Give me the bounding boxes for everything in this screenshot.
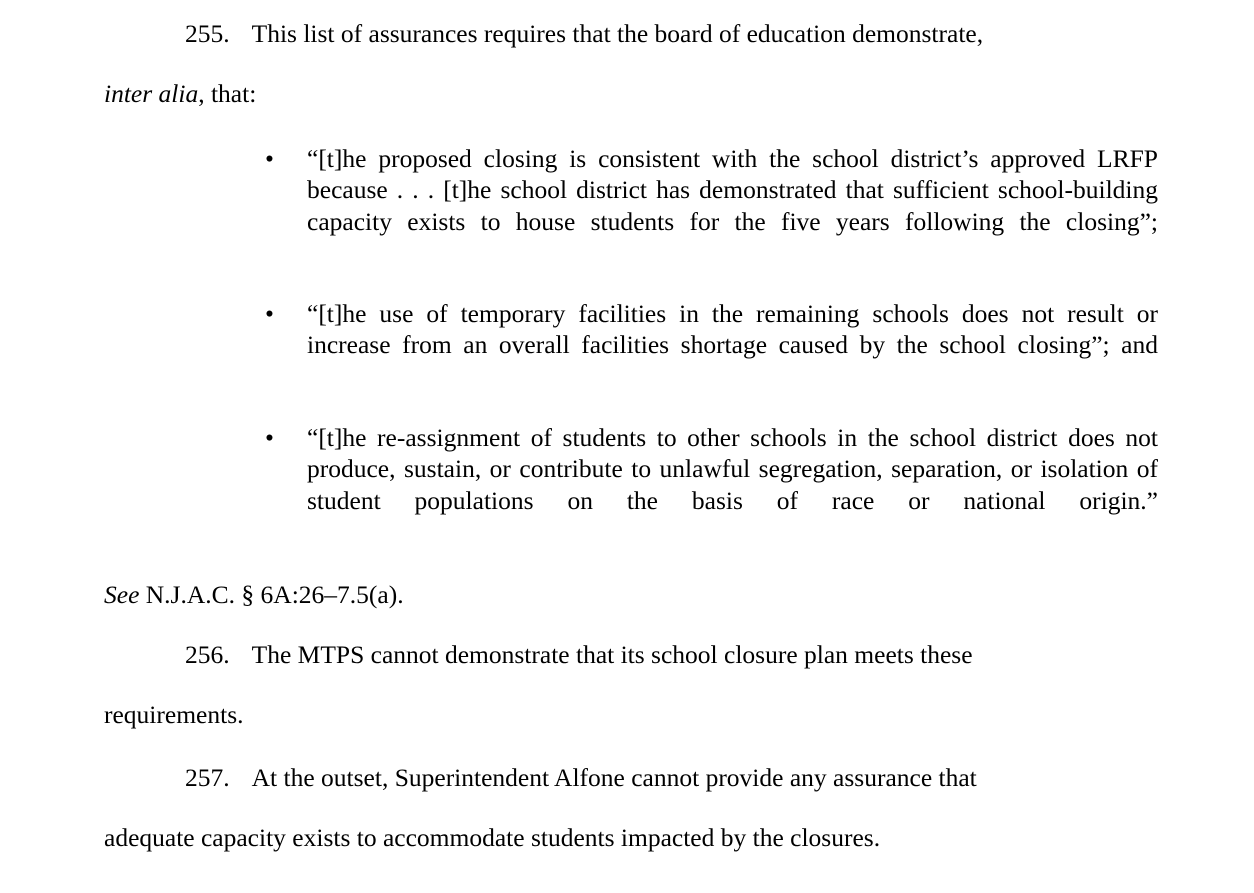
citation-signal: See xyxy=(104,580,140,609)
paragraph-257-number: 257. xyxy=(185,763,230,792)
list-item-text: “[t]he re-assignment of students to other schools in the school district does not produce, sustain, or contribute to unlawful segregation, separation, or isolation of student populations on the basis of race or national origin.” xyxy=(307,423,1158,515)
paragraph-257-line2: adequate capacity exists to accommodate students impacted by the closures. xyxy=(104,823,881,852)
paragraph-255-line1: This list of assurances requires that the board of education demonstrate, xyxy=(251,19,984,48)
paragraph-256-line1: The MTPS cannot demonstrate that its school closure plan meets these xyxy=(251,640,973,669)
paragraph-255-line2-rest: , that: xyxy=(198,79,257,108)
list-item xyxy=(265,143,1158,268)
paragraph-256-line2: requirements. xyxy=(104,700,244,729)
citation-reference: N.J.A.C. § 6A:26–7.5(a). xyxy=(139,580,404,609)
paragraph-257 xyxy=(104,748,1158,868)
list-item xyxy=(265,298,1158,392)
bullet-dot-icon: • xyxy=(265,299,274,329)
bullet-dot-icon: • xyxy=(265,423,274,453)
paragraph-255-number: 255. xyxy=(185,19,230,48)
inter-alia-italic: inter alia xyxy=(104,79,199,108)
bullet-dot-icon: • xyxy=(265,144,274,173)
paragraph-255 xyxy=(104,4,1158,124)
paragraph-257-text xyxy=(104,748,1158,868)
assurances-bullet-list xyxy=(265,143,1158,547)
paragraph-257-line1: At the outset, Superintendent Alfone cannot provide any assurance that xyxy=(251,763,977,792)
list-item-text: “[t]he use of temporary facilities in the remaining schools does not result or increase from an overall facilities shortage caused by the school closing”; and xyxy=(307,299,1158,360)
paragraph-256-number: 256. xyxy=(185,640,230,669)
paragraph-255-text xyxy=(104,4,1158,124)
list-item-text: “[t]he proposed closing is consistent with the school district’s approved LRFP because . . . [t]he school district has demonstrated that sufficient school-building capacity exists to house students for the five years following the closing”; xyxy=(307,144,1158,236)
paragraph-256-text xyxy=(104,625,1158,745)
paragraph-256 xyxy=(104,625,1158,745)
citation xyxy=(104,578,404,612)
list-item xyxy=(265,422,1158,547)
